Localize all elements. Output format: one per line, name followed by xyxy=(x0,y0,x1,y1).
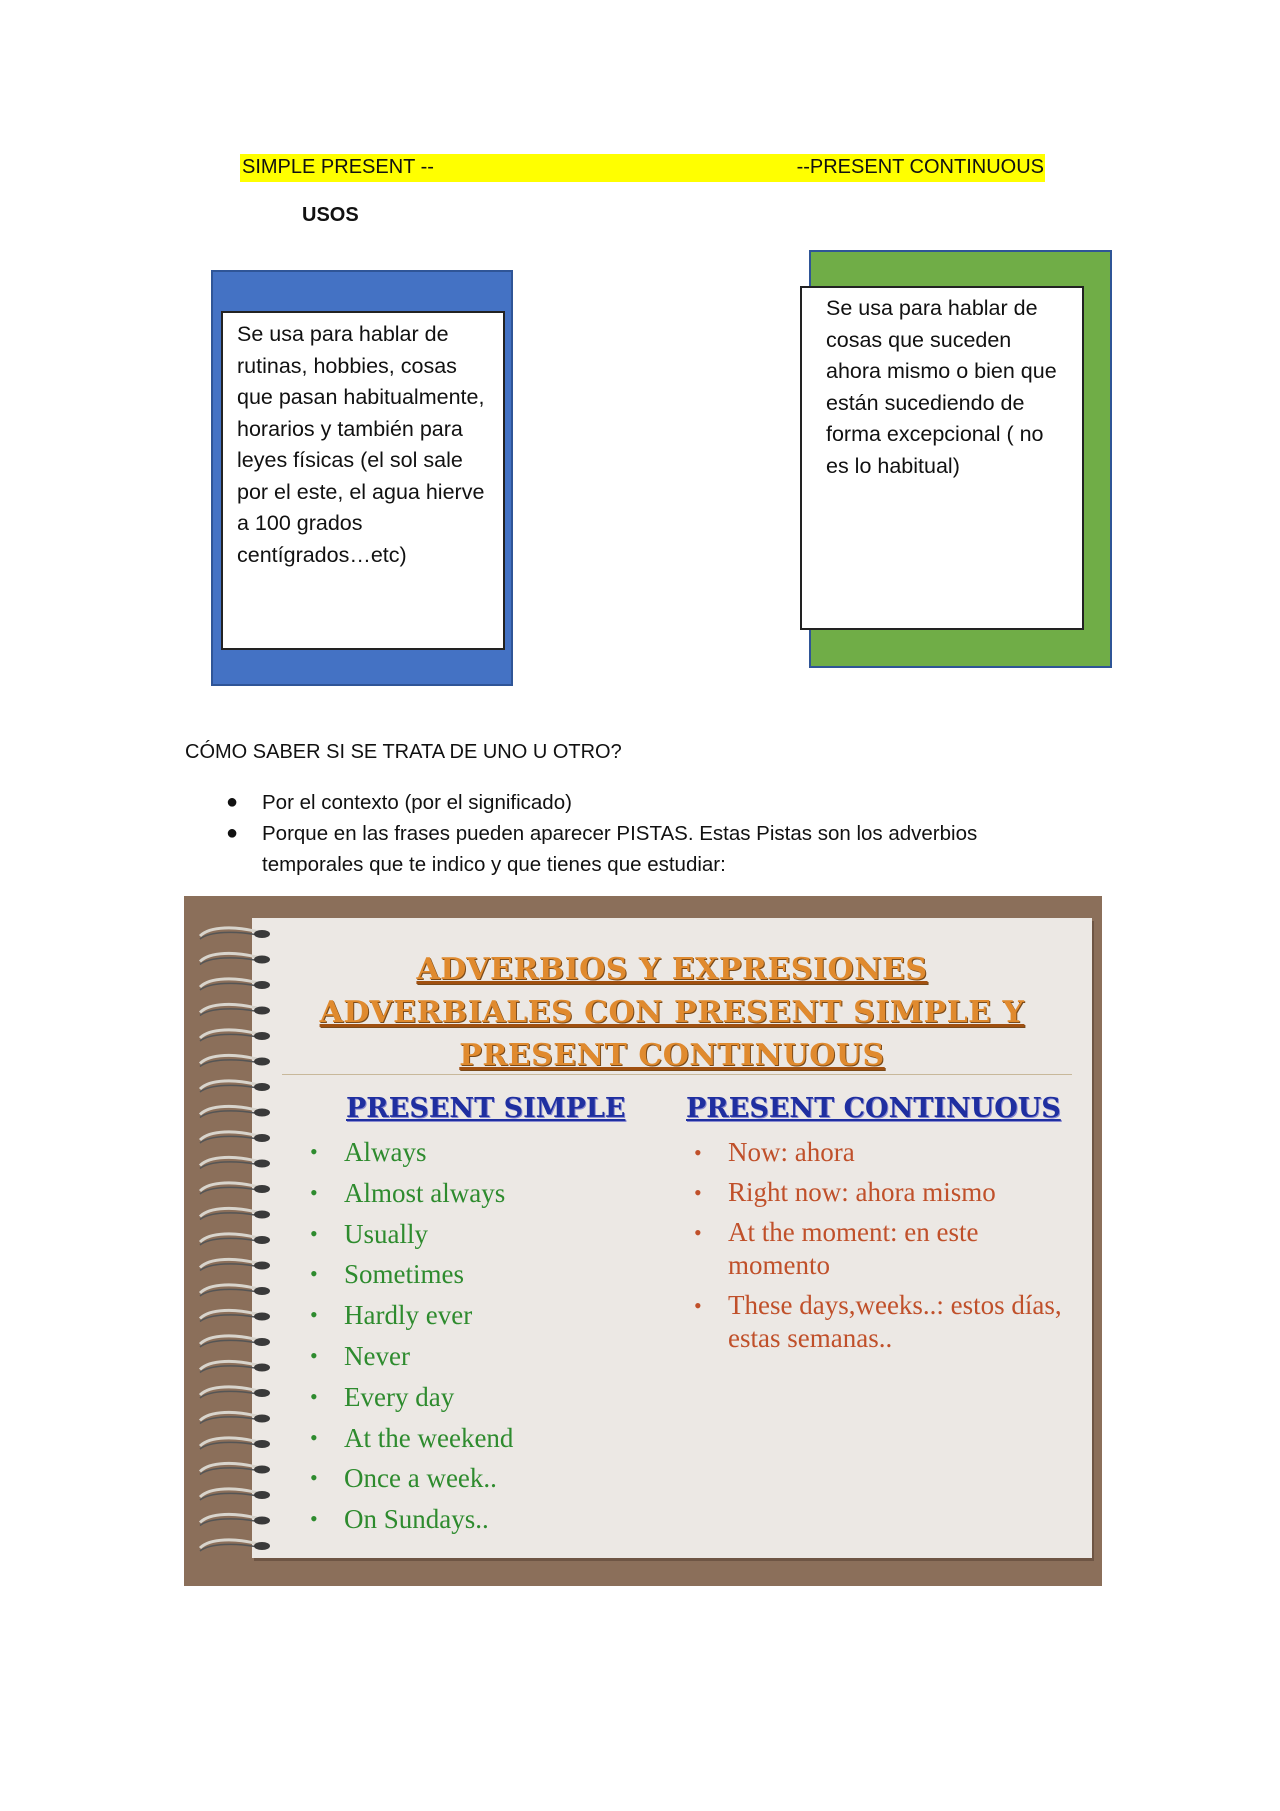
spiral-ring-icon xyxy=(200,1540,270,1551)
notebook-page xyxy=(252,918,1092,1558)
notebook-title-line: PRESENT CONTINUOUS xyxy=(459,1038,885,1073)
notebook-title-line: ADVERBIOS Y EXPRESIONES xyxy=(416,952,928,987)
spiral-ring-icon xyxy=(200,1336,270,1347)
bullet-icon: • xyxy=(694,1220,702,1245)
bullet-icon: • xyxy=(310,1139,318,1164)
spiral-ring-icon xyxy=(200,1489,270,1500)
notebook-title-line: ADVERBIALES CON PRESENT SIMPLE Y xyxy=(319,995,1025,1030)
list-item: ● Porque en las frases pueden aparecer PISTAS. Estas Pistas son los adverbios temporales que te indico y que tienes que estudiar: xyxy=(220,818,1060,880)
spiral-ring-icon xyxy=(200,1030,270,1041)
question-heading: CÓMO SABER SI SE TRATA DE UNO U OTRO? xyxy=(185,741,622,763)
bullet-icon: • xyxy=(310,1220,318,1246)
bullet-icon: • xyxy=(310,1465,318,1491)
spiral-ring-icon xyxy=(200,1387,270,1398)
list-item: • Always xyxy=(308,1132,628,1173)
bullet-icon: • xyxy=(694,1180,702,1205)
spiral-ring-icon xyxy=(200,1055,270,1066)
notebook-image xyxy=(184,896,1102,1586)
spiral-binding-icon xyxy=(196,918,276,1558)
spiral-ring-icon xyxy=(200,1438,270,1449)
bullet-icon: • xyxy=(310,1383,318,1409)
list-item: • On Sundays.. xyxy=(308,1499,628,1540)
usos-heading: USOS xyxy=(302,204,359,226)
present-simple-heading: PRESENT SIMPLE xyxy=(346,1093,626,1124)
spiral-ring-icon xyxy=(200,1106,270,1117)
present-continuous-list xyxy=(692,1136,1062,1362)
header-present-continuous: --PRESENT CONTINUOUS xyxy=(796,156,1044,178)
spiral-ring-icon xyxy=(200,1132,270,1143)
spiral-ring-icon xyxy=(200,1412,270,1423)
spiral-ring-icon xyxy=(200,1208,270,1219)
spiral-ring-icon xyxy=(200,1361,270,1372)
list-item: • These days,weeks..: estos días, estas semanas.. xyxy=(694,1290,1062,1353)
list-item: • Usually xyxy=(308,1214,628,1255)
bullet-icon: • xyxy=(694,1293,702,1318)
list-item: • Never xyxy=(308,1336,628,1377)
bullet-icon: ● xyxy=(226,822,239,844)
list-item: • At the moment: en este momento xyxy=(694,1217,979,1280)
spiral-ring-icon xyxy=(200,1004,270,1015)
spiral-ring-icon xyxy=(200,1259,270,1270)
list-item: • Hardly ever xyxy=(308,1295,628,1336)
present-continuous-heading: PRESENT CONTINUOUS xyxy=(686,1093,1061,1124)
spiral-ring-icon xyxy=(200,1183,270,1194)
bullet-icon: • xyxy=(310,1424,318,1450)
spiral-ring-icon xyxy=(200,1514,270,1525)
list-item: • Now: ahora xyxy=(694,1137,855,1167)
spiral-ring-icon xyxy=(200,1234,270,1245)
bullet-icon: • xyxy=(310,1179,318,1205)
spiral-ring-icon xyxy=(200,1310,270,1321)
list-item: • At the weekend xyxy=(308,1418,628,1459)
list-item: • Right now: ahora mismo xyxy=(694,1177,996,1207)
list-item: • Sometimes xyxy=(308,1254,628,1295)
spiral-ring-icon xyxy=(200,1285,270,1296)
bullet-icon: • xyxy=(694,1140,702,1165)
present-simple-list xyxy=(308,1132,628,1540)
header-simple-present: SIMPLE PRESENT -- xyxy=(242,156,434,178)
present-continuous-box-text: Se usa para hablar de cosas que suceden ahora mismo o bien que están sucediendo de forma excepcional ( no es lo habitual) xyxy=(800,286,1084,630)
spiral-ring-icon xyxy=(200,928,270,939)
list-item: ● Por el contexto (por el significado) xyxy=(220,787,1060,818)
bullet-icon: ● xyxy=(226,791,239,813)
spiral-ring-icon xyxy=(200,953,270,964)
bullet-icon: • xyxy=(310,1342,318,1368)
bullet-icon: • xyxy=(310,1261,318,1287)
spiral-ring-icon xyxy=(200,979,270,990)
spiral-ring-icon xyxy=(200,1157,270,1168)
page-divider xyxy=(282,1074,1072,1075)
bullet-list xyxy=(220,787,1060,880)
spiral-ring-icon xyxy=(200,1081,270,1092)
list-item: • Every day xyxy=(308,1377,628,1418)
list-item: • Once a week.. xyxy=(308,1458,628,1499)
simple-present-box-text: Se usa para hablar de rutinas, hobbies, cosas que pasan habitualmente, horarios y también para leyes físicas (el sol sale por el este, el agua hierve a 100 grados centígrados…etc) xyxy=(221,311,505,650)
list-item: • Almost always xyxy=(308,1173,628,1214)
spiral-ring-icon xyxy=(200,1463,270,1474)
bullet-icon: • xyxy=(310,1302,318,1328)
bullet-icon: • xyxy=(310,1506,318,1532)
